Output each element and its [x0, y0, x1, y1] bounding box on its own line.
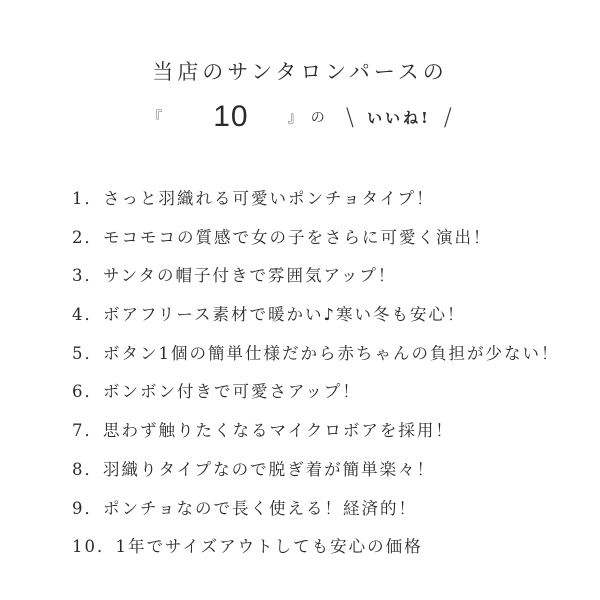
- list-item-text: ポンチョなので長く使える！経済的！: [103, 498, 418, 518]
- list-item-text: ボタン1個の簡単仕様だから赤ちゃんの負担が少ない！: [103, 343, 560, 363]
- list-item-text: 1年でサイズアウトしても安心の価格: [115, 537, 423, 557]
- list-item-number: 9．: [72, 498, 103, 518]
- close-bracket: 』: [287, 110, 302, 126]
- list-item-text: 思わず触りたくなるマイクロボアを採用！: [103, 421, 454, 441]
- list-item: [72, 341, 592, 380]
- list-item: [72, 225, 592, 264]
- list-item-number: 2．: [72, 227, 103, 247]
- list-item: [72, 379, 592, 418]
- slash-right: /: [443, 103, 452, 131]
- highlight-number: 10: [213, 100, 249, 133]
- list-item: [72, 263, 592, 302]
- list-item-number: 7．: [72, 421, 103, 441]
- list-item: [72, 302, 592, 341]
- feature-list: [72, 186, 592, 573]
- page-title: 当店のサンタロンパースの: [152, 60, 448, 84]
- list-item: [72, 186, 592, 225]
- list-item-number: 4．: [72, 305, 103, 325]
- list-item: [72, 534, 592, 573]
- list-item-number: 6．: [72, 382, 103, 402]
- slash-left: \: [345, 103, 354, 131]
- like-text: いいね!: [367, 108, 431, 127]
- list-item-number: 5．: [72, 343, 103, 363]
- list-item: [72, 457, 592, 496]
- list-item-text: モコモコの質感で女の子をさらに可愛く演出！: [103, 227, 492, 247]
- list-item-text: ボアフリース素材で暖かい♪寒い冬も安心！: [103, 305, 466, 325]
- list-item-text: サンタの帽子付きで雰囲気アップ！: [103, 266, 397, 286]
- list-item-number: 1．: [72, 189, 103, 208]
- list-item-number: 10．: [72, 537, 116, 557]
- list-item: [72, 418, 592, 457]
- open-bracket: 『: [148, 110, 163, 126]
- list-item-number: 8．: [72, 459, 103, 479]
- particle-no: の: [310, 110, 325, 126]
- list-item-number: 3．: [72, 266, 103, 286]
- list-item-text: さっと羽織れる可愛いポンチョタイプ！: [103, 189, 435, 208]
- list-item: [72, 496, 592, 535]
- subtitle-row: [0, 100, 600, 140]
- list-item-text: ボンボン付きで可愛さアップ！: [103, 382, 361, 402]
- list-item-text: 羽織りタイプなので脱ぎ着が簡単楽々！: [103, 459, 436, 479]
